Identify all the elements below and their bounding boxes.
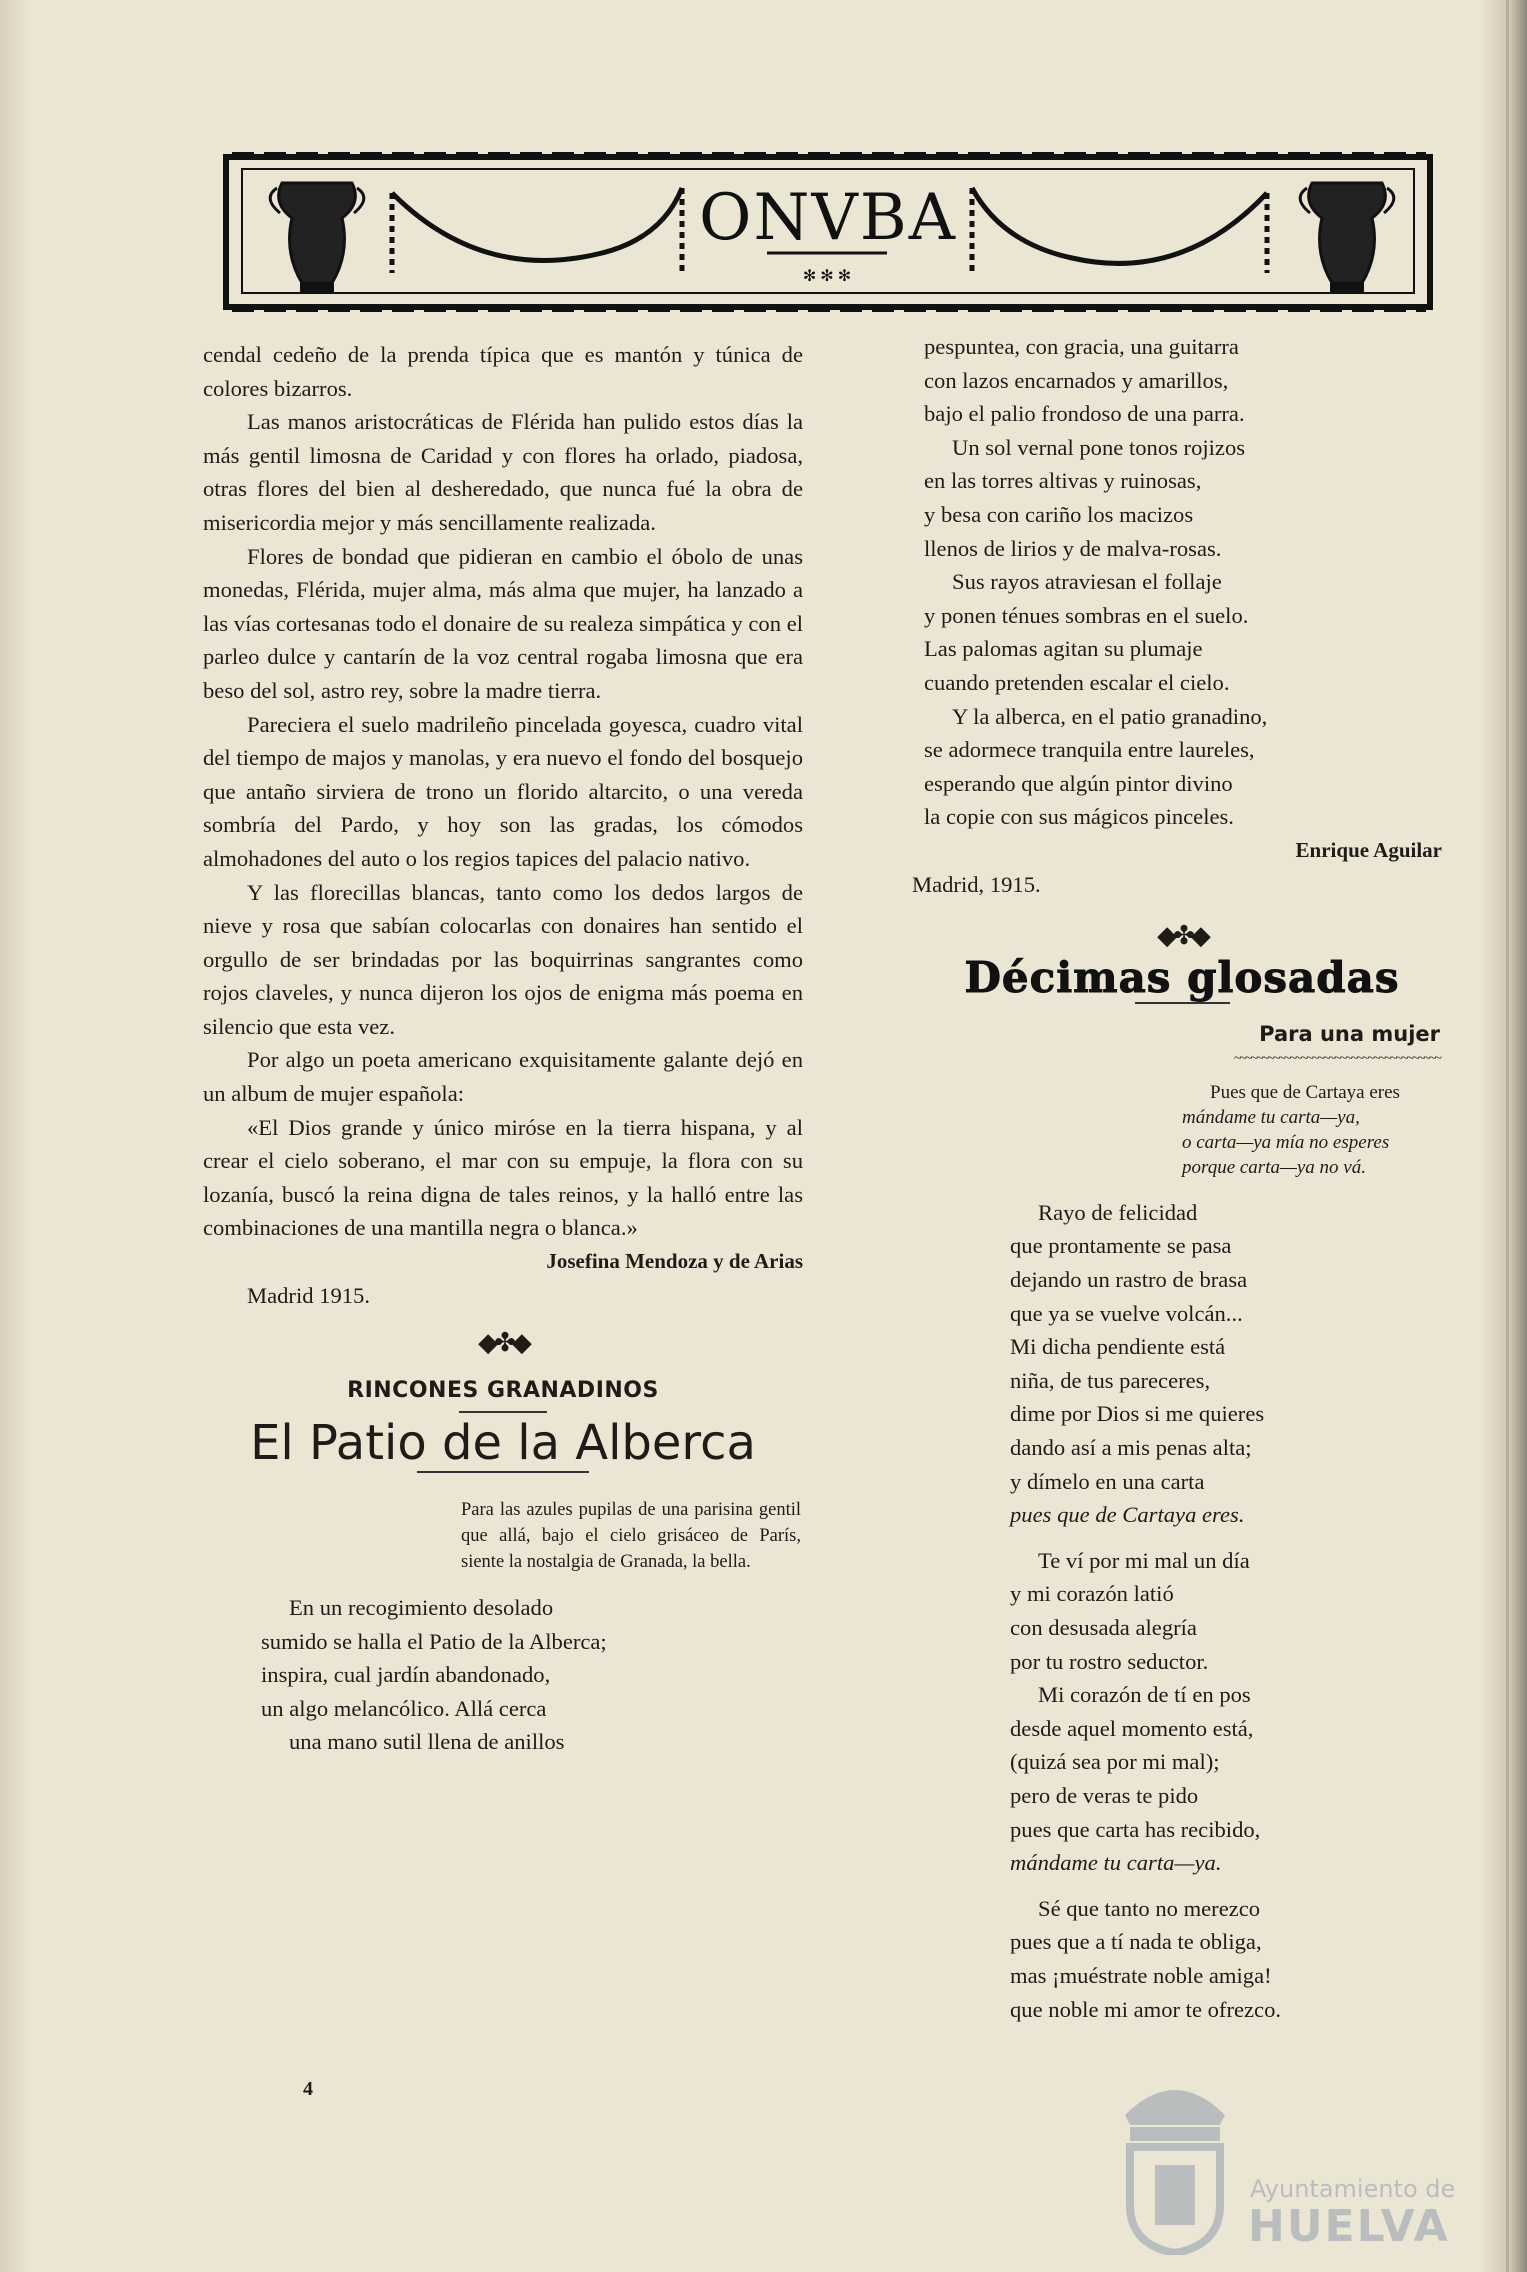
poem-line: que prontamente se pasa xyxy=(1010,1233,1232,1259)
poem-line: mándame tu carta—ya. xyxy=(1010,1850,1222,1876)
poem-line: con lazos encarnados y amarillos, xyxy=(924,367,1229,393)
paragraph: «El Dios grande y único miróse en la tierra hispana, y al crear el cielo soberano, el mar con su empuje, la flora con su lozanía, buscó la reina digna de tales reinos, y la halló entre las combinaciones de una mantilla negra o blanca.» xyxy=(203,1114,803,1241)
poem-line: llenos de lirios y de malva-rosas. xyxy=(924,535,1222,561)
poem-line: bajo el palio frondoso de una parra. xyxy=(924,401,1245,427)
poem-line: Mi dicha pendiente está xyxy=(1010,1334,1226,1360)
decimas-stanza xyxy=(912,1544,1452,1880)
poem-line: Sé que tanto no merezco xyxy=(1038,1895,1261,1921)
kicker-rule xyxy=(459,1411,547,1413)
dateline: Madrid, 1915. xyxy=(912,871,1041,897)
poem-line: se adormece tranquila entre laureles, xyxy=(924,737,1255,763)
poem-line: y ponen ténues sombras en el suelo. xyxy=(924,602,1249,628)
page-fold xyxy=(1506,0,1509,2272)
poem-line: y besa con cariño los macizos xyxy=(924,501,1194,527)
coat-of-arms-icon xyxy=(1110,2065,1240,2255)
poem-line: Rayo de felicidad xyxy=(1038,1199,1198,1225)
watermark-line2: HUELVA xyxy=(1248,2201,1450,2252)
decimas-title: Décimas glosadas xyxy=(964,952,1400,1002)
poem-line: Las palomas agitan su plumaje xyxy=(924,636,1203,662)
poem-line: la copie con sus mágicos pinceles. xyxy=(924,804,1234,830)
poem-line: un algo melancólico. Allá cerca xyxy=(261,1695,547,1721)
poem-line: desde aquel momento está, xyxy=(1010,1715,1254,1741)
poem-line: dejando un rastro de brasa xyxy=(1010,1267,1248,1293)
watermark-line1: Ayuntamiento de xyxy=(1250,2175,1456,2203)
decimas-stanza xyxy=(912,1892,1452,2026)
page-number: 4 xyxy=(303,2078,313,2100)
poem-line: cuando pretenden escalar el cielo. xyxy=(924,669,1230,695)
paragraph: Las manos aristocráticas de Flérida han pulido estos días la más gentil limosna de Caridad y con flores ha orlado, piadosa, otras flores del bien al desheredado, que nunca fué la obra de misericordia mejor y más sencillamente realizada. xyxy=(203,409,803,535)
poem-line: (quizá sea por mi mal); xyxy=(1010,1749,1220,1775)
poem-line: Sus rayos atraviesan el follaje xyxy=(952,569,1222,595)
paragraph: Por algo un poeta americano exquisitamente galante dejó en un album de mujer española: xyxy=(203,1047,803,1107)
poem-line: inspira, cual jardín abandonado, xyxy=(261,1662,551,1688)
wave-ornament-icon: ~~~~~~~~~~~~~~~~~~~~~~~~~~~~~~~~~~~~~ xyxy=(1233,1050,1440,1066)
masthead xyxy=(222,143,1434,313)
title-rule xyxy=(417,1471,589,1473)
dateline: Madrid 1915. xyxy=(247,1282,370,1308)
paragraph: Flores de bondad que pidieran en cambio el óbolo de unas monedas, Flérida, mujer alma, más alma que mujer, ha lanzado a las vías cortesanas todo el donaire de su realeza simpática y con el parleo dulce y cantarín de la voz central rogaba limosna que era beso del sol, astro rey, sobre la madre tierra. xyxy=(203,543,803,703)
poem-line: Un sol vernal pone tonos rojizos xyxy=(952,434,1246,460)
epigraph-line: Pues que de Cartaya eres xyxy=(1210,1081,1400,1103)
poem-line: esperando que algún pintor divino xyxy=(924,770,1233,796)
poem-line: En un recogimiento desolado xyxy=(289,1595,554,1620)
ornament-icon: ◆✤◆ xyxy=(478,1328,528,1358)
epigraph-line: porque carta—ya no vá. xyxy=(1182,1156,1366,1178)
poem-line: pues que carta has recibido, xyxy=(1010,1816,1261,1842)
poem-line: en las torres altivas y ruinosas, xyxy=(924,468,1202,494)
poem-line: mas ¡muéstrate noble amiga! xyxy=(1010,1962,1272,1988)
epigraph xyxy=(1182,1080,1452,1180)
poem-line: pespuntea, con gracia, una guitarra xyxy=(924,334,1239,359)
decimas-subtitle: Para una mujer xyxy=(1259,1022,1440,1047)
signature: Enrique Aguilar xyxy=(1295,837,1442,862)
ornament-icon: ◆✤◆ xyxy=(1157,921,1207,951)
poem-line: que ya se vuelve volcán... xyxy=(1010,1300,1243,1326)
poem-line: niña, de tus pareceres, xyxy=(1010,1367,1211,1393)
decimas-stanza xyxy=(912,1196,1452,1532)
right-column xyxy=(912,330,1452,2026)
poem-line: que noble mi amor te ofrezco. xyxy=(1010,1996,1282,2022)
poem-line: pero de veras te pido xyxy=(1010,1782,1199,1808)
poem-line: por tu rostro seductor. xyxy=(1010,1648,1209,1674)
poem-line: con desusada alegría xyxy=(1010,1615,1197,1640)
poem-line: dando así a mis penas alta; xyxy=(1010,1435,1252,1461)
paragraph: Pareciera el suelo madrileño pincelada goyesca, cuadro vital del tiempo de majos y manolas, y era nuevo el fondo del bosquejo que antaño sirviera de trono un florido altarcito, o una vereda sombría del Pardo, y hoy son las gradas, los cómodos almohadones del auto o los regios tapices del palacio nativo. xyxy=(203,711,803,871)
dedication: Para las azules pupilas de una parisina gentil que allá, bajo el cielo grisáceo de París, siente la nostalgia de Granada, la bella. xyxy=(461,1500,801,1572)
epigraph-line: o carta—ya mía no esperes xyxy=(1182,1131,1390,1153)
poem-line: Y la alberca, en el patio granadino, xyxy=(952,703,1268,729)
decimas-rule xyxy=(1135,1002,1230,1004)
poem-line: sumido se halla el Patio de la Alberca; xyxy=(261,1628,607,1654)
section-kicker: RINCONES GRANADINOS xyxy=(347,1377,659,1403)
poem-line: y mi corazón latió xyxy=(1010,1581,1174,1607)
watermark xyxy=(1110,2065,1456,2255)
epigraph-line: mándame tu carta—ya, xyxy=(1182,1106,1360,1128)
poem-line: dime por Dios si me quieres xyxy=(1010,1401,1265,1427)
poem-continued xyxy=(912,330,1452,834)
masthead-title: ONVBA xyxy=(699,181,957,255)
paragraph: Y las florecillas blancas, tanto como los dedos largos de nieve y rosa que sabían colocarlas con donaires han sentido el orgullo de ser brindadas por las boquirrinas sangrantes como rojos claveles, y nunca dijeron los ojos de enigma más poema en silencio que esta vez. xyxy=(203,879,803,1039)
signature: Josefina Mendoza y de Arias xyxy=(546,1249,803,1274)
paragraph: cendal cedeño de la prenda típica que es mantón y túnica de colores bizarros. xyxy=(203,342,803,401)
poem-line: una mano sutil llena de anillos xyxy=(289,1729,565,1755)
poem-line: pues que a tí nada te obliga, xyxy=(1010,1929,1262,1955)
poem-line: Te ví por mi mal un día xyxy=(1038,1547,1250,1573)
left-column xyxy=(203,338,803,1759)
article-title: El Patio de la Alberca xyxy=(250,1415,756,1472)
poem-line: y dímelo en una carta xyxy=(1010,1468,1205,1494)
poem-start xyxy=(203,1591,803,1759)
poem-line: pues que de Cartaya eres. xyxy=(1010,1502,1245,1528)
poem-line: Mi corazón de tí en pos xyxy=(1038,1682,1251,1708)
svg-text:✻ ✻ ✻: ✻ ✻ ✻ xyxy=(802,268,852,285)
